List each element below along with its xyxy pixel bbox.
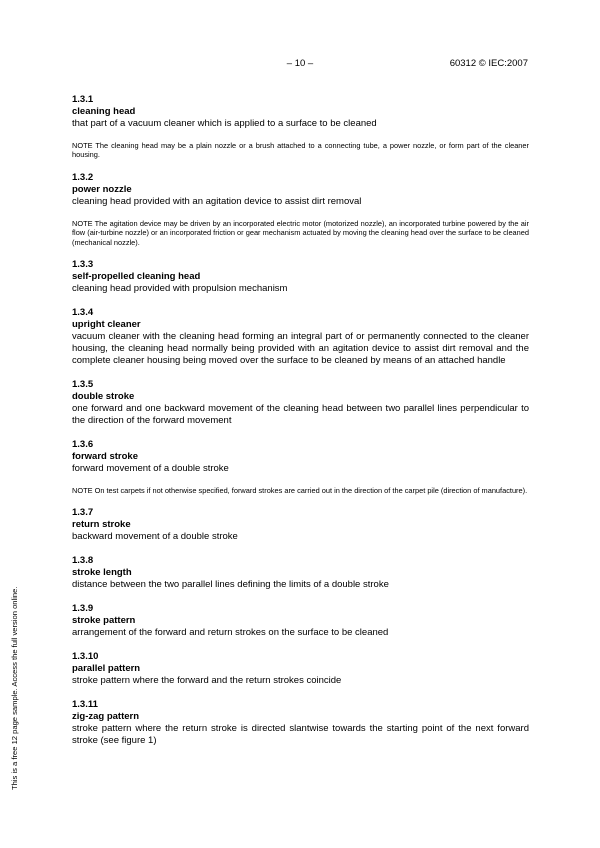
clause-definition: that part of a vacuum cleaner which is applied to a surface to be cleaned <box>72 118 377 129</box>
clause-term: self-propelled cleaning head <box>72 271 201 283</box>
clause-number: 1.3.2 <box>72 171 94 183</box>
clause-1-3-3 <box>72 259 529 295</box>
clause-note: NOTE On test carpets if not otherwise specified, forward strokes are carried out in the direction of the carpet pile (direction of manufacture). <box>72 486 528 496</box>
clause-1-3-5 <box>72 379 529 427</box>
clause-definition: distance between the two parallel lines defining the limits of a double stroke <box>72 579 389 591</box>
clause-number: 1.3.8 <box>72 555 94 567</box>
clause-term: forward stroke <box>72 451 138 463</box>
document-reference: 60312 © IEC:2007 <box>449 58 528 69</box>
clause-1-3-8 <box>72 555 529 591</box>
clause-note: NOTE The cleaning head may be a plain nozzle or a brush attached to a connecting tube, a power nozzle, or form part of the cleaner housing. <box>72 141 529 160</box>
clause-1-3-1 <box>72 94 529 160</box>
clause-1-3-4 <box>72 307 529 367</box>
clause-term: upright cleaner <box>72 319 141 331</box>
clause-definition: forward movement of a double stroke <box>72 463 229 475</box>
clause-definition: backward movement of a double stroke <box>72 531 238 543</box>
clause-term: cleaning head <box>72 106 136 117</box>
clause-note: NOTE The agitation device may be driven by an incorporated electric motor (motorized nozzle), an incorporated turbine powered by the air flow (air-turbine nozzle) or an incorporated friction or gear mechanism actuated by moving the cleaning head over the surface to be cleaned (mechanical nozzle). <box>72 218 529 247</box>
clause-1-3-6 <box>72 439 529 495</box>
clause-definition: vacuum cleaner with the cleaning head forming an integral part of or permanently connected to the cleaner housing, the cleaning head normally being provided with an agitation device to assist dirt removal and the complete cleaner housing being moved over the surface to be cleaned by means of an attached handle <box>72 331 529 367</box>
clause-number: 1.3.1 <box>72 94 94 105</box>
clause-definition: stroke pattern where the return stroke is directed slantwise towards the starting point of the next forward stroke (see figure 1) <box>72 723 529 747</box>
sample-notice: This is a free 12 page sample. Access the full version online. <box>10 586 19 790</box>
clause-number: 1.3.5 <box>72 379 94 391</box>
clause-term: stroke length <box>72 567 132 579</box>
clause-number: 1.3.3 <box>72 259 94 271</box>
clause-number: 1.3.11 <box>72 699 98 711</box>
clause-number: 1.3.6 <box>72 439 94 451</box>
document-body <box>72 94 529 759</box>
clause-number: 1.3.9 <box>72 603 94 615</box>
clause-1-3-7 <box>72 507 529 543</box>
clause-definition: stroke pattern where the forward and the return strokes coincide <box>72 675 342 687</box>
page-header <box>72 58 528 72</box>
clause-1-3-9 <box>72 603 529 639</box>
clause-definition: one forward and one backward movement of the cleaning head between two parallel lines perpendicular to the direction of the forward movement <box>72 403 529 427</box>
clause-term: parallel pattern <box>72 663 141 675</box>
clause-number: 1.3.7 <box>72 507 94 519</box>
clause-term: stroke pattern <box>72 615 136 627</box>
clause-definition: cleaning head provided with propulsion mechanism <box>72 283 288 295</box>
page-number: – 10 – <box>286 58 314 69</box>
clause-number: 1.3.10 <box>72 651 99 663</box>
clause-number: 1.3.4 <box>72 307 94 319</box>
clause-term: return stroke <box>72 519 131 531</box>
clause-term: power nozzle <box>72 183 132 195</box>
clause-1-3-10 <box>72 651 529 687</box>
clause-definition: cleaning head provided with an agitation device to assist dirt removal <box>72 195 362 207</box>
clause-1-3-2 <box>72 172 529 247</box>
clause-term: zig-zag pattern <box>72 711 140 723</box>
clause-1-3-11 <box>72 699 529 747</box>
clause-definition: arrangement of the forward and return strokes on the surface to be cleaned <box>72 627 389 639</box>
clause-term: double stroke <box>72 391 135 403</box>
